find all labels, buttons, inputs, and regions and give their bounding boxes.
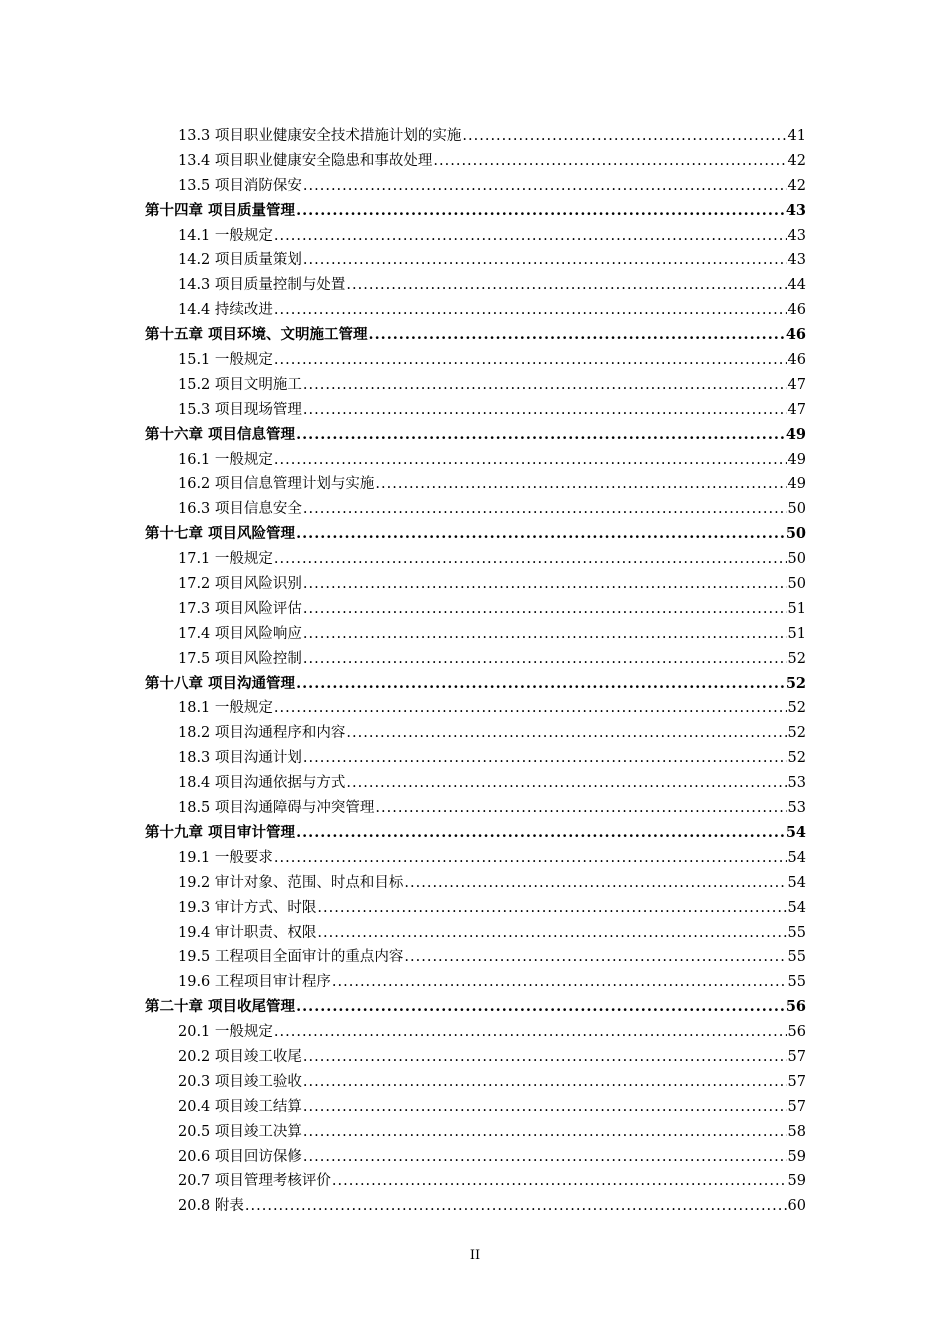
toc-entry-title: 13.4 项目职业健康安全隐患和事故处理 [178, 152, 433, 169]
toc-entry-page-number: 43 [787, 227, 806, 244]
toc-section-entry[interactable] [145, 1045, 806, 1070]
toc-dot-leader [296, 995, 785, 1020]
toc-entry-title: 第十六章 项目信息管理 [145, 425, 296, 443]
toc-section-entry[interactable] [145, 273, 806, 298]
page-number-footer: II [469, 1248, 481, 1263]
toc-entry-page-number: 56 [787, 1024, 806, 1041]
toc-entry-title: 17.3 项目风险评估 [178, 600, 302, 617]
toc-section-entry[interactable] [145, 622, 806, 647]
toc-entry-page-number: 44 [787, 277, 806, 294]
toc-section-entry[interactable] [145, 348, 806, 373]
toc-section-entry[interactable] [145, 1194, 806, 1219]
toc-dot-leader [303, 1045, 787, 1070]
toc-section-entry[interactable] [145, 248, 806, 273]
toc-entry-page-number: 46 [787, 352, 806, 369]
toc-dot-leader [317, 921, 786, 946]
toc-dot-leader [433, 149, 786, 174]
toc-entry-title: 14.2 项目质量策划 [178, 252, 302, 269]
toc-dot-leader [303, 1145, 787, 1170]
toc-entry-title: 20.5 项目竣工决算 [178, 1123, 302, 1140]
toc-section-entry[interactable] [145, 1169, 806, 1194]
toc-entry-page-number: 60 [787, 1198, 806, 1215]
toc-entry-title: 第二十章 项目收尾管理 [145, 998, 296, 1016]
toc-dot-leader [303, 746, 787, 771]
toc-chapter-entry[interactable] [145, 995, 806, 1020]
toc-entry-page-number: 46 [787, 302, 806, 319]
toc-entry-page-number: 49 [787, 451, 806, 468]
toc-chapter-entry[interactable] [145, 821, 806, 846]
toc-entry-page-number: 42 [787, 177, 806, 194]
toc-dot-leader [375, 796, 786, 821]
toc-entry-page-number: 55 [787, 924, 806, 941]
toc-dot-leader [274, 547, 787, 572]
toc-entry-page-number: 54 [787, 899, 806, 916]
toc-section-entry[interactable] [145, 597, 806, 622]
toc-section-entry[interactable] [145, 1120, 806, 1145]
toc-dot-leader [303, 497, 787, 522]
toc-entry-title: 18.5 项目沟通障碍与冲突管理 [178, 800, 375, 817]
toc-entry-title: 18.1 一般规定 [178, 700, 273, 717]
toc-entry-title: 第十九章 项目审计管理 [145, 823, 296, 841]
toc-section-entry[interactable] [145, 497, 806, 522]
toc-dot-leader [274, 846, 787, 871]
toc-dot-leader [274, 348, 787, 373]
toc-entry-page-number: 57 [787, 1048, 806, 1065]
toc-dot-leader [369, 323, 785, 348]
toc-entry-page-number: 52 [785, 674, 806, 692]
toc-entry-title: 20.7 项目管理考核评价 [178, 1173, 331, 1190]
toc-dot-leader [303, 572, 787, 597]
toc-dot-leader [346, 771, 786, 796]
toc-entry-title: 18.2 项目沟通程序和内容 [178, 725, 346, 742]
toc-entry-page-number: 57 [787, 1073, 806, 1090]
toc-entry-title: 16.2 项目信息管理计划与实施 [178, 476, 375, 493]
toc-dot-leader [303, 1120, 787, 1145]
toc-dot-leader [303, 1070, 787, 1095]
toc-dot-leader [245, 1194, 787, 1219]
toc-section-entry[interactable] [145, 373, 806, 398]
toc-section-entry[interactable] [145, 796, 806, 821]
toc-section-entry[interactable] [145, 572, 806, 597]
toc-entry-title: 15.2 项目文明施工 [178, 376, 302, 393]
toc-entry-title: 16.1 一般规定 [178, 451, 273, 468]
toc-chapter-entry[interactable] [145, 522, 806, 547]
toc-entry-page-number: 52 [787, 750, 806, 767]
toc-section-entry[interactable] [145, 472, 806, 497]
toc-entry-page-number: 41 [787, 128, 806, 144]
toc-entry-title: 19.4 审计职责、权限 [178, 924, 317, 941]
toc-dot-leader [462, 124, 786, 149]
toc-entry-title: 第十八章 项目沟通管理 [145, 674, 296, 692]
toc-section-entry[interactable] [145, 398, 806, 423]
toc-entry-title: 14.1 一般规定 [178, 227, 273, 244]
toc-section-entry[interactable] [145, 547, 806, 572]
toc-entry-page-number: 55 [787, 949, 806, 966]
toc-chapter-entry[interactable] [145, 423, 806, 448]
toc-dot-leader [332, 970, 787, 995]
toc-chapter-entry[interactable] [145, 199, 806, 224]
toc-section-entry[interactable] [145, 149, 806, 174]
toc-dot-leader [274, 298, 787, 323]
toc-dot-leader [303, 1095, 787, 1120]
toc-dot-leader [346, 721, 786, 746]
toc-entry-page-number: 50 [787, 576, 806, 593]
toc-entry-title: 15.3 项目现场管理 [178, 401, 302, 418]
toc-dot-leader [346, 273, 786, 298]
toc-entry-title: 第十七章 项目风险管理 [145, 525, 296, 543]
toc-entry-title: 14.3 项目质量控制与处置 [178, 277, 346, 294]
toc-dot-leader [296, 199, 785, 224]
toc-entry-page-number: 50 [785, 525, 806, 543]
toc-entry-title: 第十四章 项目质量管理 [145, 201, 296, 219]
toc-entry-title: 18.3 项目沟通计划 [178, 750, 302, 767]
toc-entry-page-number: 47 [787, 401, 806, 418]
toc-entry-page-number: 51 [787, 600, 806, 617]
toc-entry-page-number: 51 [787, 625, 806, 642]
toc-entry-page-number: 53 [787, 775, 806, 792]
toc-entry-page-number: 50 [787, 501, 806, 518]
toc-dot-leader [274, 224, 787, 249]
toc-entry-title: 13.3 项目职业健康安全技术措施计划的实施 [178, 128, 462, 144]
toc-entry-title: 20.8 附表 [178, 1198, 244, 1215]
toc-dot-leader [303, 597, 787, 622]
toc-dot-leader [404, 871, 786, 896]
toc-dot-leader [332, 1169, 787, 1194]
toc-entry-page-number: 56 [785, 998, 806, 1016]
toc-entry-page-number: 54 [787, 849, 806, 866]
toc-section-entry[interactable] [145, 124, 806, 149]
toc-dot-leader [317, 896, 786, 921]
toc-entry-page-number: 52 [787, 725, 806, 742]
toc-entry-title: 15.1 一般规定 [178, 352, 273, 369]
toc-entry-title: 16.3 项目信息安全 [178, 501, 302, 518]
toc-chapter-entry[interactable] [145, 672, 806, 697]
toc-section-entry[interactable] [145, 224, 806, 249]
toc-entry-title: 20.6 项目回访保修 [178, 1148, 302, 1165]
toc-entry-title: 19.5 工程项目全面审计的重点内容 [178, 949, 404, 966]
toc-section-entry[interactable] [145, 721, 806, 746]
toc-dot-leader [274, 696, 787, 721]
toc-entry-title: 18.4 项目沟通依据与方式 [178, 775, 346, 792]
toc-entry-title: 19.3 审计方式、时限 [178, 899, 317, 916]
toc-entry-page-number: 52 [787, 650, 806, 667]
toc-entry-page-number: 43 [787, 252, 806, 269]
toc-entry-title: 20.3 项目竣工验收 [178, 1073, 302, 1090]
toc-dot-leader [375, 472, 786, 497]
toc-entry-title: 13.5 项目消防保安 [178, 177, 302, 194]
toc-entry-page-number: 58 [787, 1123, 806, 1140]
table-of-contents [145, 124, 806, 1219]
toc-entry-title: 17.4 项目风险响应 [178, 625, 302, 642]
toc-entry-page-number: 49 [785, 425, 806, 443]
toc-entry-title: 17.5 项目风险控制 [178, 650, 302, 667]
toc-entry-title: 第十五章 项目环境、文明施工管理 [145, 326, 368, 344]
toc-section-entry[interactable] [145, 846, 806, 871]
toc-section-entry[interactable] [145, 174, 806, 199]
toc-dot-leader [296, 522, 785, 547]
toc-entry-page-number: 43 [785, 201, 806, 219]
toc-entry-page-number: 46 [785, 326, 806, 344]
toc-entry-title: 19.1 一般要求 [178, 849, 273, 866]
toc-dot-leader [296, 672, 785, 697]
toc-dot-leader [296, 423, 785, 448]
toc-section-entry[interactable] [145, 448, 806, 473]
toc-dot-leader [303, 398, 787, 423]
toc-entry-page-number: 50 [787, 551, 806, 568]
toc-dot-leader [274, 448, 787, 473]
toc-section-entry[interactable] [145, 945, 806, 970]
toc-dot-leader [303, 248, 787, 273]
toc-entry-title: 17.1 一般规定 [178, 551, 273, 568]
toc-section-entry[interactable] [145, 1070, 806, 1095]
toc-entry-title: 20.2 项目竣工收尾 [178, 1048, 302, 1065]
toc-entry-page-number: 42 [787, 152, 806, 169]
toc-chapter-entry[interactable] [145, 323, 806, 348]
toc-dot-leader [296, 821, 785, 846]
toc-entry-page-number: 53 [787, 800, 806, 817]
toc-section-entry[interactable] [145, 647, 806, 672]
toc-section-entry[interactable] [145, 1095, 806, 1120]
toc-entry-page-number: 57 [787, 1098, 806, 1115]
toc-section-entry[interactable] [145, 970, 806, 995]
toc-entry-page-number: 59 [787, 1173, 806, 1190]
toc-section-entry[interactable] [145, 896, 806, 921]
toc-entry-title: 14.4 持续改进 [178, 302, 273, 319]
toc-section-entry[interactable] [145, 696, 806, 721]
toc-section-entry[interactable] [145, 298, 806, 323]
toc-entry-page-number: 54 [787, 874, 806, 891]
toc-entry-title: 19.2 审计对象、范围、时点和目标 [178, 874, 404, 891]
toc-dot-leader [404, 945, 786, 970]
toc-dot-leader [303, 174, 787, 199]
toc-section-entry[interactable] [145, 746, 806, 771]
toc-entry-title: 20.4 项目竣工结算 [178, 1098, 302, 1115]
toc-entry-page-number: 47 [787, 376, 806, 393]
toc-dot-leader [303, 373, 787, 398]
toc-entry-page-number: 49 [787, 476, 806, 493]
toc-section-entry[interactable] [145, 921, 806, 946]
toc-section-entry[interactable] [145, 871, 806, 896]
toc-entry-title: 20.1 一般规定 [178, 1024, 273, 1041]
toc-section-entry[interactable] [145, 1020, 806, 1045]
toc-dot-leader [303, 647, 787, 672]
toc-section-entry[interactable] [145, 771, 806, 796]
toc-dot-leader [303, 622, 787, 647]
toc-entry-title: 17.2 项目风险识别 [178, 576, 302, 593]
toc-entry-title: 19.6 工程项目审计程序 [178, 974, 331, 991]
toc-entry-page-number: 59 [787, 1148, 806, 1165]
toc-entry-page-number: 52 [787, 700, 806, 717]
toc-section-entry[interactable] [145, 1145, 806, 1170]
toc-entry-page-number: 55 [787, 974, 806, 991]
toc-dot-leader [274, 1020, 787, 1045]
toc-entry-page-number: 54 [785, 823, 806, 841]
